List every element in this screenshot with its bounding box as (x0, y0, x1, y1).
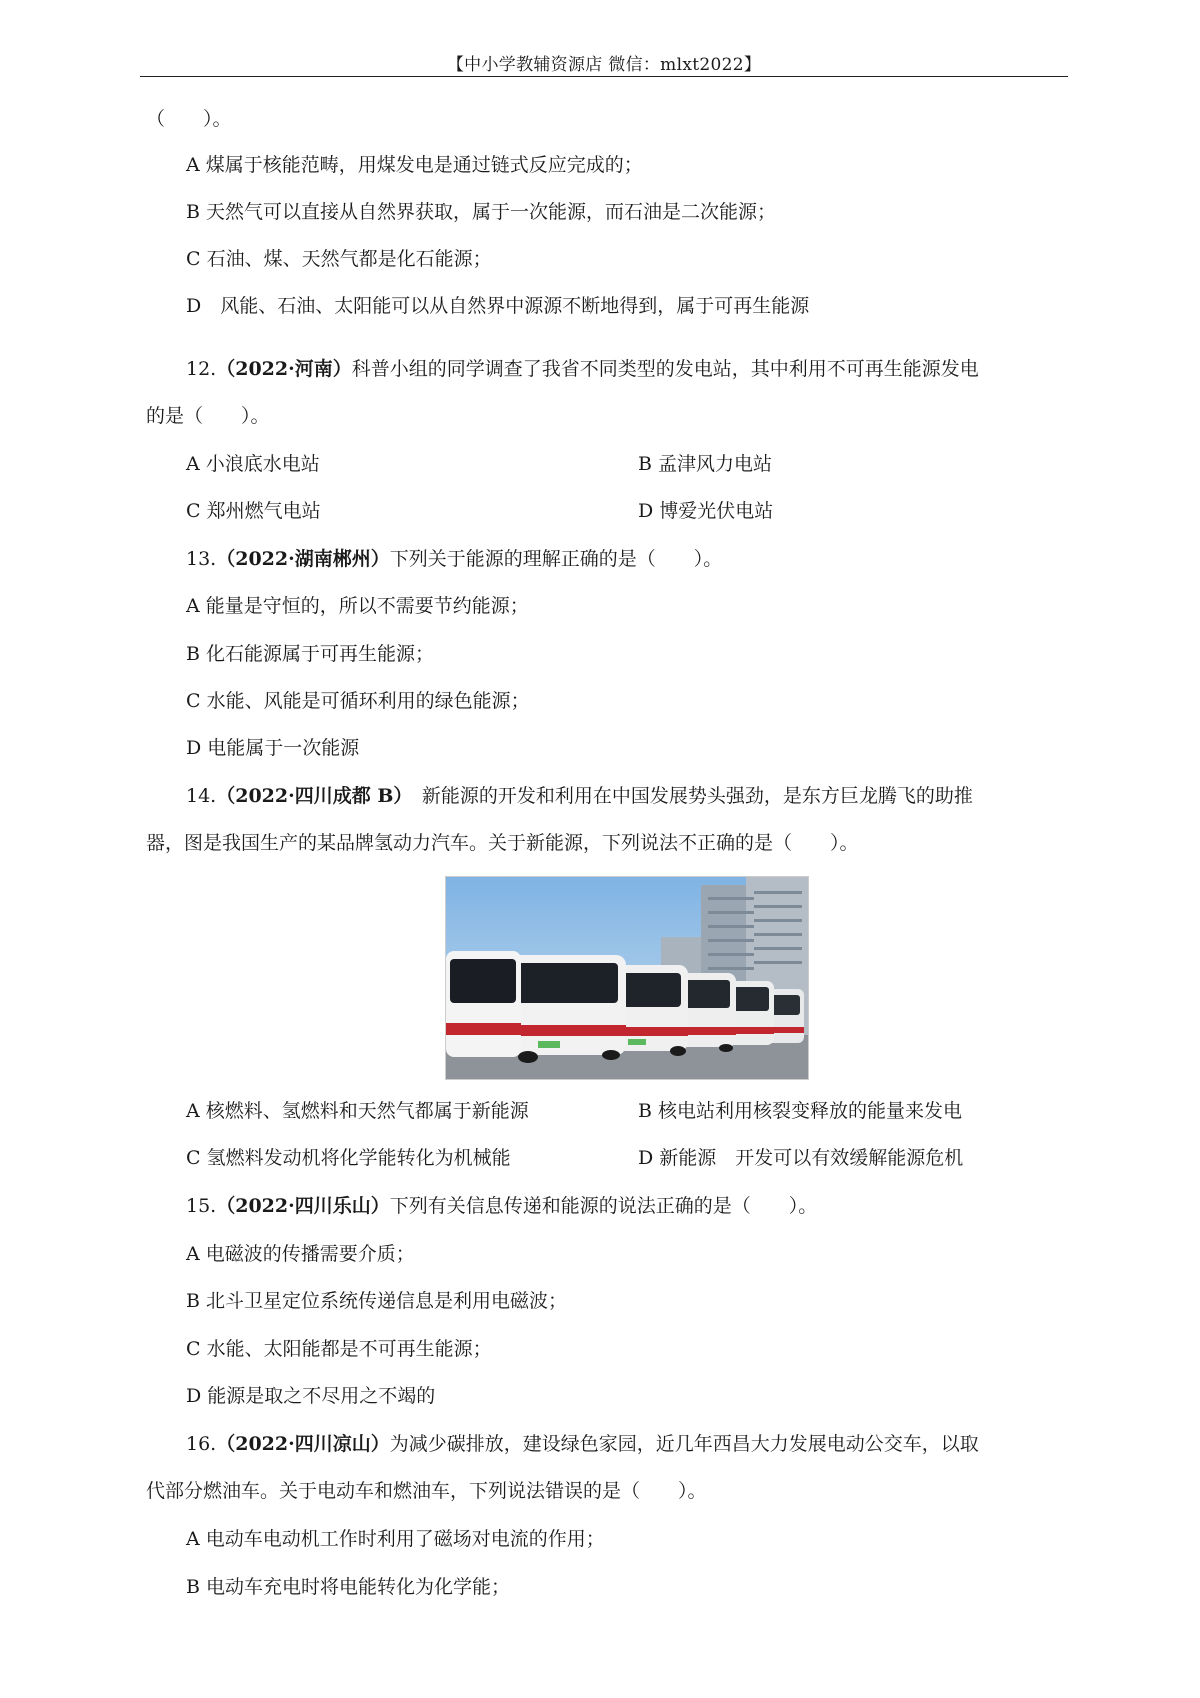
q14-option-d: D 新能源 开发可以有效缓解能源危机 (638, 1147, 964, 1169)
q13-option-a: A 能量是守恒的，所以不需要节约能源； (186, 595, 529, 617)
q14-option-a: A 核燃料、氢燃料和天然气都属于新能源 (186, 1100, 529, 1122)
q15-option-b: B 北斗卫星定位系统传递信息是利用电磁波； (186, 1290, 568, 1312)
q15-stem (186, 1197, 817, 1216)
q15-option-a: A 电磁波的传播需要介质； (186, 1243, 415, 1265)
q13-number: 13. (186, 548, 217, 570)
q12-stem-line2: 的是（ ）。 (146, 405, 270, 427)
q15-option-c: C 水能、太阳能都是不可再生能源； (186, 1338, 492, 1360)
q14-stem (186, 787, 973, 806)
q14-stem-line2: 器，图是我国生产的某品牌氢动力汽车。关于新能源，下列说法不正确的是（ ）。 (146, 832, 859, 854)
q16-source: （2022·四川凉山） (216, 1433, 390, 1455)
q13-source: （2022·湖南郴州） (216, 548, 390, 570)
q16-stem (186, 1435, 979, 1454)
q13-stem-text: 下列关于能源的理解正确的是（ ）。 (389, 548, 723, 570)
q15-option-d: D 能源是取之不尽用之不竭的 (186, 1385, 436, 1407)
q13-stem (186, 550, 722, 569)
q16-option-a: A 电动车电动机工作时利用了磁场对电流的作用； (186, 1528, 605, 1550)
q14-source: （2022·四川成都 B） (216, 785, 403, 807)
q16-stem-line1: 为减少碳排放，建设绿色家园，近几年西昌大力发展电动公交车，以取 (389, 1433, 979, 1455)
q11-stem-tail: （ ）。 (146, 108, 232, 130)
q13-option-d: D 电能属于一次能源 (186, 737, 360, 759)
q11-option-b: B 天然气可以直接从自然界获取，属于一次能源，而石油是二次能源； (186, 201, 777, 223)
q13-option-b: B 化石能源属于可再生能源； (186, 643, 435, 665)
q11-option-d: D 风能、石油、太阳能可以从自然界中源源不断地得到，属于可再生能源 (186, 295, 810, 317)
q12-stem-line1: 科普小组的同学调查了我省不同类型的发电站，其中利用不可再生能源发电 (351, 358, 979, 380)
q16-number: 16. (186, 1433, 217, 1455)
q11-option-c: C 石油、煤、天然气都是化石能源； (186, 248, 492, 270)
q13-option-c: C 水能、风能是可循环利用的绿色能源； (186, 690, 530, 712)
q12-stem (186, 360, 979, 379)
q14-option-c: C 氢燃料发动机将化学能转化为机械能 (186, 1147, 511, 1169)
q16-stem-line2: 代部分燃油车。关于电动车和燃油车，下列说法错误的是（ ）。 (146, 1480, 707, 1502)
q16-option-b: B 电动车充电时将电能转化为化学能； (186, 1576, 511, 1598)
q12-option-c: C 郑州燃气电站 (186, 500, 321, 522)
q12-option-d: D 博爱光伏电站 (638, 500, 774, 522)
q15-source: （2022·四川乐山） (216, 1195, 390, 1217)
q12-number: 12. (186, 358, 217, 380)
q11-option-a: A 煤属于核能范畴，用煤发电是通过链式反应完成的； (186, 154, 643, 176)
q14-stem-line1: 新能源的开发和利用在中国发展势头强劲，是东方巨龙腾飞的助推 (402, 785, 973, 807)
q15-stem-text: 下列有关信息传递和能源的说法正确的是（ ）。 (389, 1195, 818, 1217)
q14-option-b: B 核电站利用核裂变释放的能量来发电 (638, 1100, 963, 1122)
hydrogen-bus-photo (445, 876, 809, 1080)
header-divider (140, 76, 1068, 77)
q14-number: 14. (186, 785, 217, 807)
q15-number: 15. (186, 1195, 217, 1217)
q12-source: （2022·河南） (216, 358, 352, 380)
q12-option-b: B 孟津风力电站 (638, 453, 773, 475)
page-header: 【中小学教辅资源店 微信：mlxt2022】 (446, 55, 762, 75)
q12-option-a: A 小浪底水电站 (186, 453, 320, 475)
